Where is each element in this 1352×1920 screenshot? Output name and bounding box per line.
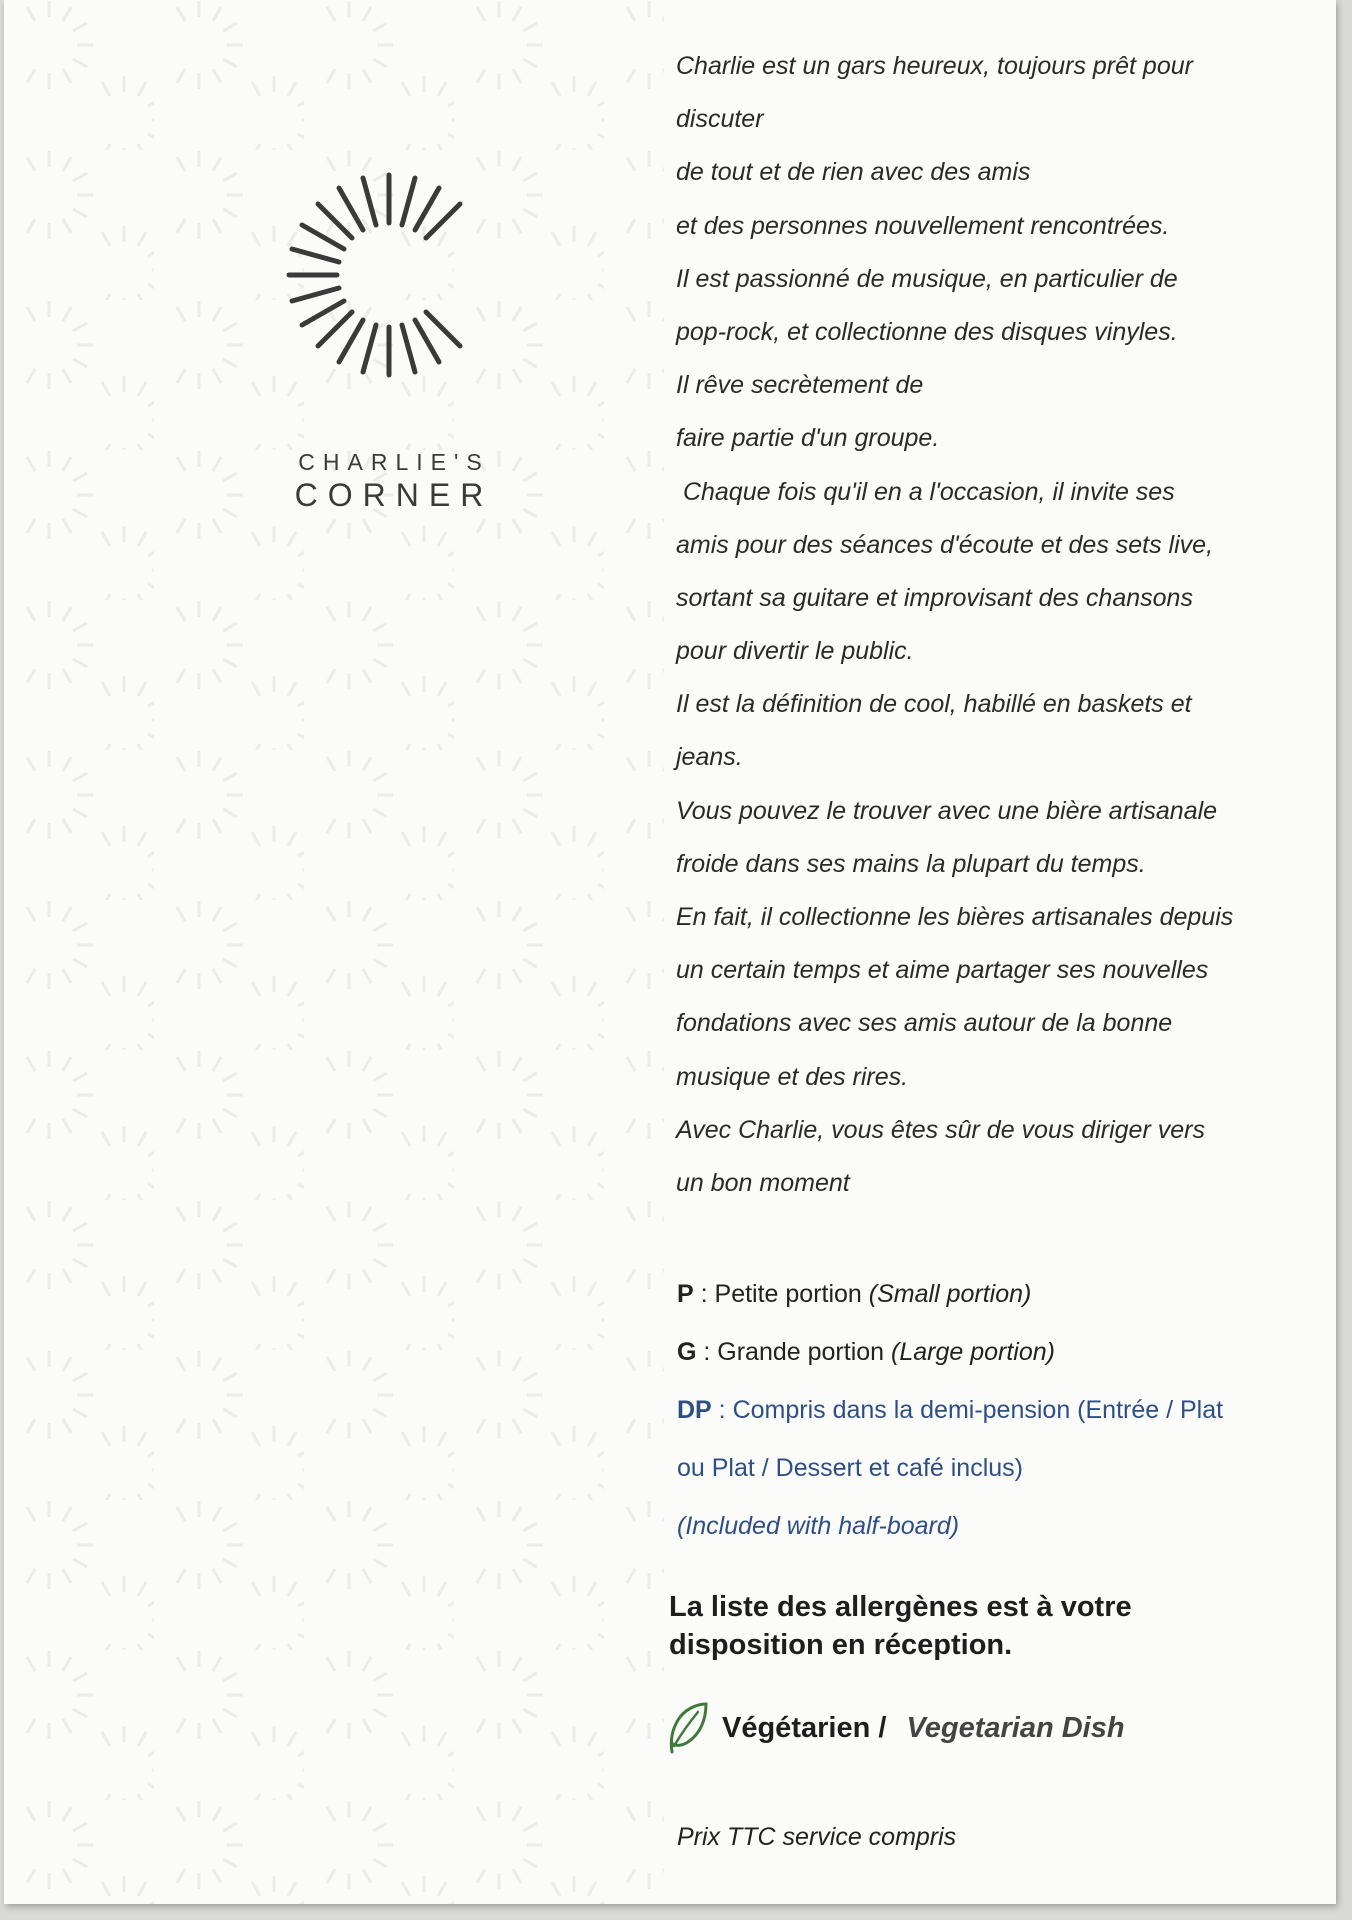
story-line: pour divertir le public. — [676, 637, 914, 666]
charlie-story — [676, 40, 1316, 1210]
allergen-line-2: disposition en réception. — [669, 1629, 1013, 1661]
story-line: Avec Charlie, vous êtes sûr de vous diriger vers — [676, 1115, 1205, 1144]
legend-key-dp: DP — [677, 1396, 712, 1424]
legend-large-portion — [677, 1323, 1317, 1381]
legend-dp-text-1: : Compris dans la demi-pension (Entrée / Plat — [711, 1396, 1224, 1424]
story-line: sortant sa guitare et improvisant des chansons — [676, 583, 1193, 612]
story-line: et des personnes nouvellement rencontrées. — [676, 211, 1170, 240]
story-line: un certain temps et aime partager ses nouvelles — [676, 956, 1209, 985]
allergen-line-1: La liste des allergènes est à votre — [669, 1591, 1132, 1623]
legend-dp-text-2: ou Plat / Dessert et café inclus) — [677, 1454, 1023, 1482]
story-line: un bon moment — [676, 1168, 850, 1197]
story-line: faire partie d'un groupe. — [676, 424, 940, 453]
legend-p-text: : Petite portion — [693, 1280, 869, 1308]
story-line: Il est passionné de musique, en particulier de — [676, 264, 1178, 293]
story-line: pop-rock, et collectionne des disques vinyles. — [676, 317, 1178, 346]
story-line: Chaque fois qu'il en a l'occasion, il invite ses — [676, 477, 1175, 506]
legend-p-english: (Small portion) — [868, 1280, 1032, 1308]
charlies-corner-sunburst-logo-icon — [269, 155, 509, 395]
legend-g-english: (Large portion) — [891, 1338, 1055, 1366]
legend-half-board — [677, 1381, 1317, 1439]
allergen-notice — [669, 1588, 1309, 1664]
story-line: Vous pouvez le trouver avec une bière artisanale — [676, 796, 1218, 825]
story-line: de tout et de rien avec des amis — [676, 158, 1031, 187]
leaf-icon — [664, 1700, 710, 1756]
story-line: musique et des rires. — [676, 1062, 909, 1091]
story-line: Charlie est un gars heureux, toujours prêt pour — [676, 52, 1193, 80]
story-line: fondations avec ses amis autour de la bonne — [676, 1009, 1173, 1038]
story-line: discuter — [676, 105, 764, 134]
story-line: jeans. — [676, 743, 743, 772]
legend-dp-english: (Included with half-board) — [677, 1512, 960, 1540]
portion-legend — [677, 1265, 1317, 1555]
legend-key-p: P — [677, 1280, 694, 1308]
brand-small-line: CHARLIE'S — [298, 449, 490, 475]
menu-page — [4, 0, 1336, 1904]
vegetarian-en-label: Vegetarian Dish — [906, 1711, 1125, 1744]
legend-key-g: G — [677, 1338, 697, 1366]
story-line: froide dans ses mains la plupart du temps. — [676, 849, 1146, 878]
legend-half-board-english — [677, 1497, 1317, 1555]
brand-name — [274, 448, 514, 514]
story-line: Il rêve secrètement de — [676, 371, 924, 400]
vegetarian-legend — [664, 1700, 1125, 1756]
price-note: Prix TTC service compris — [677, 1823, 957, 1851]
legend-g-text: : Grande portion — [696, 1338, 892, 1366]
story-line: Il est la définition de cool, habillé en baskets et — [676, 690, 1192, 719]
vegetarian-fr-label: Végétarien / — [722, 1711, 895, 1744]
brand-big-line: CORNER — [294, 477, 494, 513]
story-line: En fait, il collectionne les bières artisanales depuis — [676, 903, 1234, 931]
legend-half-board-cont — [677, 1439, 1317, 1497]
story-line: amis pour des séances d'écoute et des sets live, — [676, 530, 1214, 559]
legend-small-portion — [677, 1265, 1317, 1323]
